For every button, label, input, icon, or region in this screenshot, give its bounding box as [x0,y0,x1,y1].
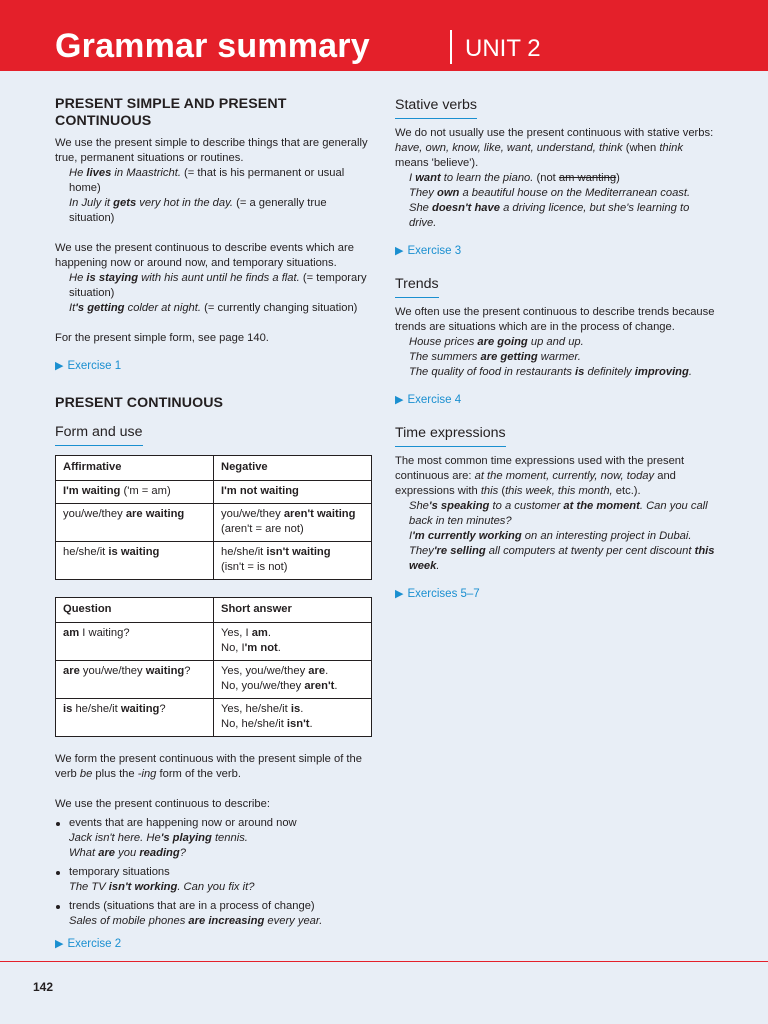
exercise-4-link[interactable]: ▶ Exercise 4 [395,394,462,406]
column-header: Question [56,598,214,623]
paragraph: The most common time expressions used with the present continuous are: at the moment, currently, now, today and expressions with this (this week, this month, etc.). [395,455,685,497]
section-title-present-simple-continuous: PRESENT SIMPLE AND PRESENT CONTINUOUS [55,96,287,129]
column-header: Affirmative [56,456,214,481]
table-row [56,661,372,699]
paragraph: We often use the present continuous to describe trends because trends are situations which are in the process of change. [395,306,715,333]
table-header-row [56,456,372,481]
table-cell: you/we/they aren't waiting (aren't = are not) [214,504,372,542]
section-title-present-continuous: PRESENT CONTINUOUS [55,395,224,411]
example-line: She's speaking to a customer at the moment. Can you call back in ten minutes? [409,500,708,527]
paragraph: We use the present continuous to describe: [55,798,270,810]
unit-label: UNIT 2 [465,35,541,62]
table-cell: Yes, he/she/it is. No, he/she/it isn't. [214,699,372,737]
table-cell: you/we/they are waiting [56,504,214,542]
table-cell: he/she/it is waiting [56,542,214,580]
page-title: Grammar summary [55,27,370,65]
example-line: In July it gets very hot in the day. (= a generally true situation) [69,197,327,224]
example-line: The quality of food in restaurants is definitely improving. [409,366,692,378]
subsection-title-time-expressions: Time expressions [395,424,506,447]
example-line: I'm currently working on an interesting project in Dubai. [409,530,692,542]
table-row [56,623,372,661]
triangle-right-icon: ▶ [55,938,64,950]
example-line: They're selling all computers at twenty per cent discount this week. [409,545,715,572]
table-header-row [56,598,372,623]
exercises-5-7-link[interactable]: ▶ Exercises 5–7 [395,588,480,600]
column-header: Negative [214,456,372,481]
example-line: He is staying with his aunt until he finds a flat. (= temporary situation) [69,272,367,299]
table-cell: Yes, you/we/they are. No, you/we/they aren't. [214,661,372,699]
example-line: It's getting colder at night. (= currently changing situation) [69,302,358,314]
example-line: He lives in Maastricht. (= that is his permanent or usual home) [69,167,345,194]
usage-list [55,816,375,929]
triangle-right-icon: ▶ [55,360,64,372]
list-item: events that are happening now or around now Jack isn't here. He's playing tennis. What are you reading? [55,816,375,861]
example-line: The summers are getting warmer. [409,351,581,363]
page-number: 142 [33,980,54,994]
example-line: I want to learn the piano. (not am wanting) [409,172,620,184]
page-header [0,0,768,71]
table-cell: he/she/it isn't waiting (isn't = is not) [214,542,372,580]
left-column [55,96,375,952]
table-cell: am I waiting? [56,623,214,661]
example-line: House prices are going up and up. [409,336,584,348]
paragraph: We form the present continuous with the present simple of the verb be plus the -ing form of the verb. [55,753,362,780]
table-cell: Yes, I am. No, I'm not. [214,623,372,661]
table-cell: is he/she/it waiting? [56,699,214,737]
table-row [56,481,372,504]
paragraph: For the present simple form, see page 140. [55,332,269,344]
paragraph: We do not usually use the present continuous with stative verbs: have, own, know, like, want, understand, think (when think means 'believe'). [395,127,714,169]
table-cell: are you/we/they waiting? [56,661,214,699]
triangle-right-icon: ▶ [395,394,404,406]
title-divider [450,30,452,64]
example-line: She doesn't have a driving licence, but she's learning to drive. [409,202,690,229]
subsection-title-form-and-use: Form and use [55,423,143,446]
table-row [56,699,372,737]
table-row [56,504,372,542]
list-item: trends (situations that are in a process of change) Sales of mobile phones are increasing every year. [55,899,375,929]
exercise-2-link[interactable]: ▶ Exercise 2 [55,938,122,950]
right-column [395,96,715,602]
table-cell: I'm not waiting [214,481,372,504]
affirmative-negative-table [55,455,372,580]
paragraph: We use the present simple to describe things that are generally true, permanent situations or routines. [55,137,368,164]
column-header: Short answer [214,598,372,623]
exercise-3-link[interactable]: ▶ Exercise 3 [395,245,462,257]
table-row [56,542,372,580]
table-cell: I'm waiting ('m = am) [56,481,214,504]
subsection-title-trends: Trends [395,275,439,298]
triangle-right-icon: ▶ [395,245,404,257]
example-line: They own a beautiful house on the Mediterranean coast. [409,187,691,199]
exercise-1-link[interactable]: ▶ Exercise 1 [55,360,122,372]
triangle-right-icon: ▶ [395,588,404,600]
subsection-title-stative-verbs: Stative verbs [395,96,477,119]
paragraph: We use the present continuous to describe events which are happening now or around now, and temporary situations. [55,242,354,269]
list-item: temporary situations The TV isn't working. Can you fix it? [55,865,375,895]
footer-divider [0,961,768,962]
question-short-answer-table [55,597,372,737]
